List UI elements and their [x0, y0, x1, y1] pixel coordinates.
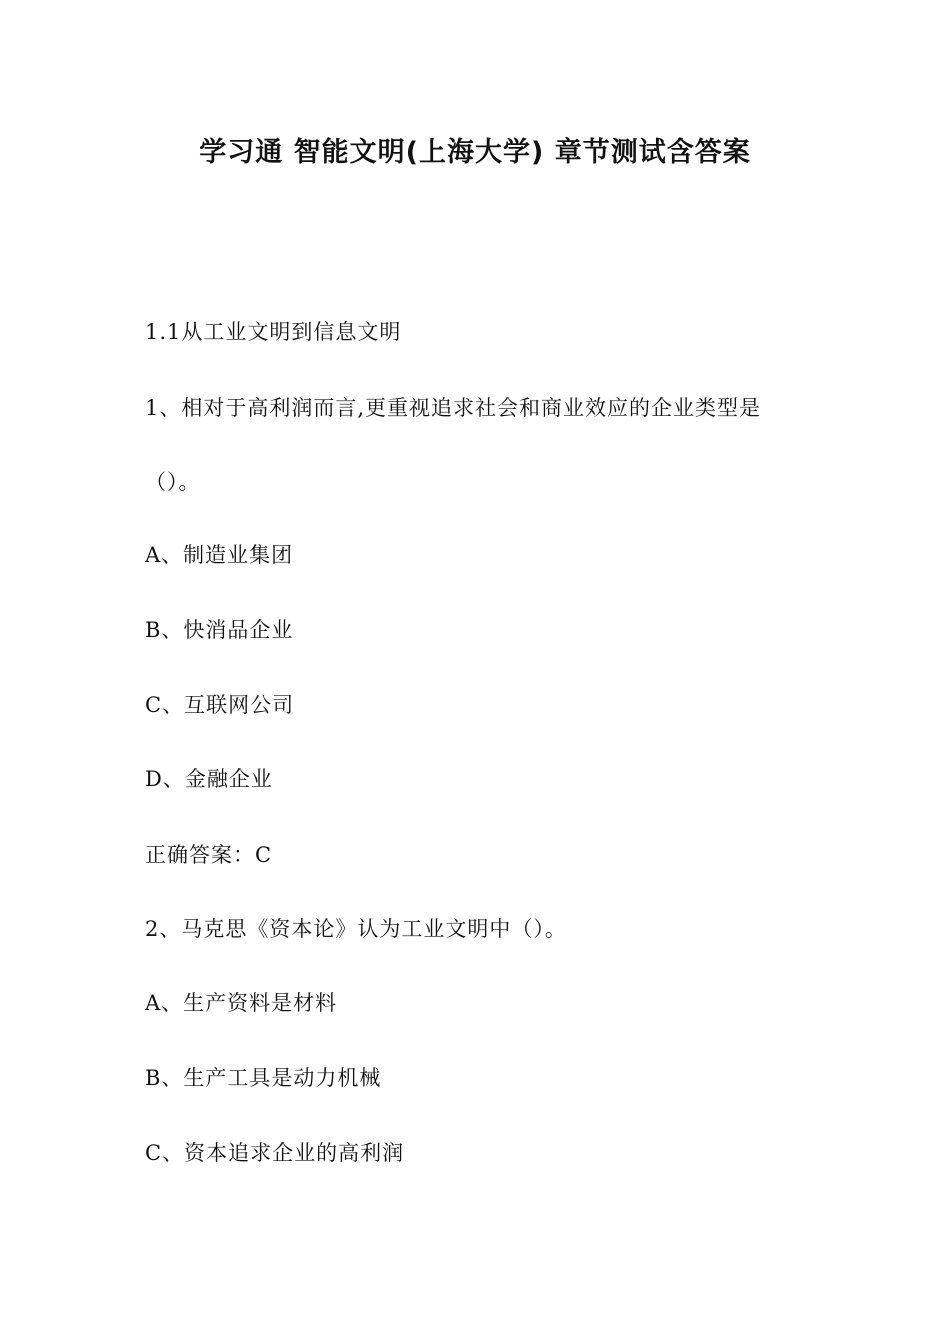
- question-1-option-b: B、快消品企业: [145, 618, 294, 642]
- question-1-option-a: A、制造业集团: [145, 543, 294, 567]
- question-1-answer: 正确答案：C: [145, 843, 273, 867]
- question-1-stem: 1、相对于高利润而言,更重视追求社会和商业效应的企业类型是: [145, 396, 762, 420]
- question-2-stem: 2、马克思《资本论》认为工业文明中（）。: [145, 917, 567, 941]
- question-1-option-d: D、金融企业: [145, 767, 273, 791]
- question-2-option-a: A、生产资料是材料: [145, 991, 338, 1015]
- page-title: 学习通 智能文明(上海大学) 章节测试含答案: [199, 137, 751, 168]
- section-heading: 1.1从工业文明到信息文明: [145, 320, 402, 344]
- question-2-option-b: B、生产工具是动力机械: [145, 1066, 382, 1090]
- question-1-option-c: C、互联网公司: [145, 693, 295, 717]
- question-2-option-c: C、资本追求企业的高利润: [145, 1141, 405, 1165]
- question-1-stem-continued: （）。: [145, 470, 201, 494]
